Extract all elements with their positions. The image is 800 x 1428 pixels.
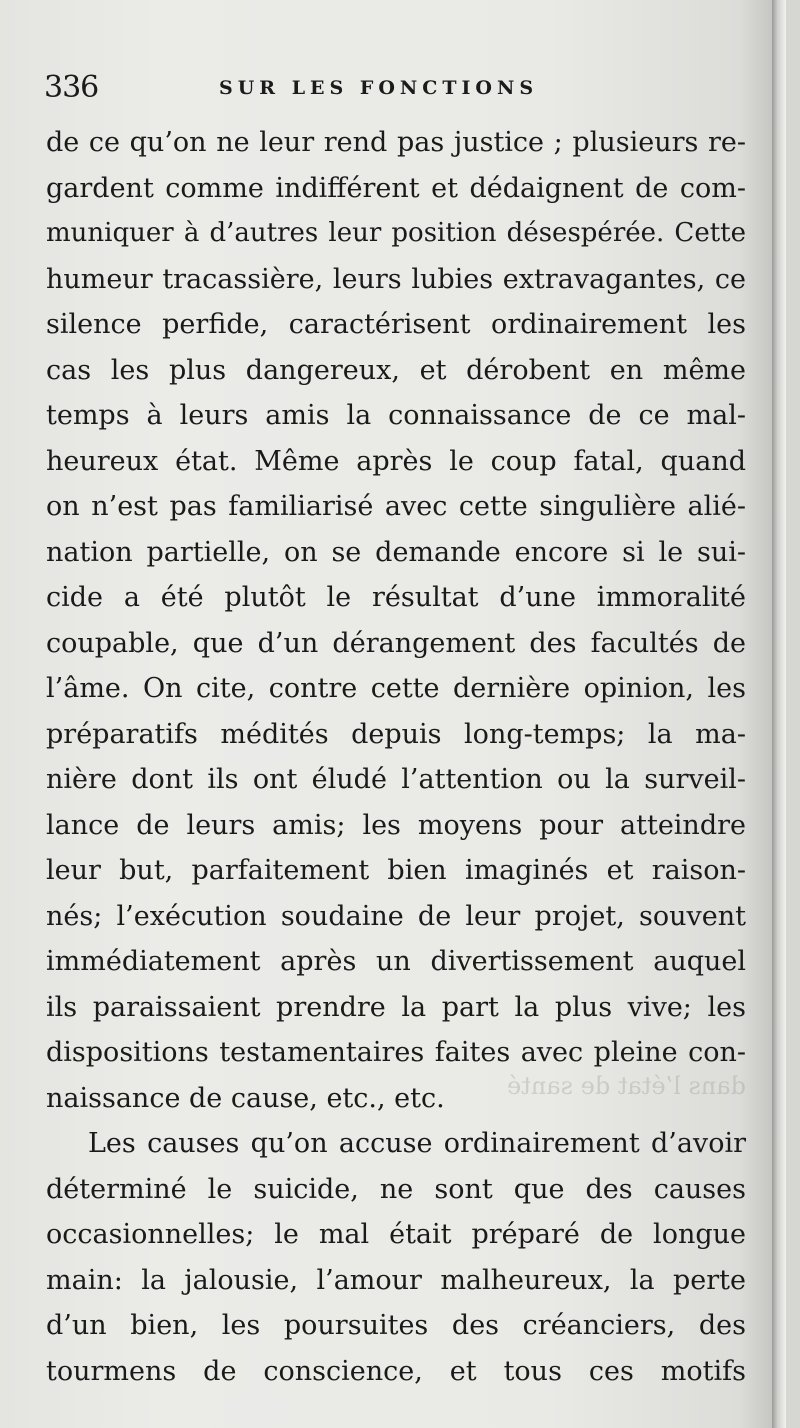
text-line: nation partielle, on se demande encore si le sui- (46, 536, 746, 568)
text-line: temps à leurs amis la connaissance de ce mal- (46, 400, 746, 431)
text-line: occasionnelles; le mal était préparé de longue (46, 1219, 746, 1250)
text-line: silence perfide, caractérisent ordinairement les (46, 309, 746, 340)
text-line: de ce qu’on ne leur rend pas justice ; plusieurs re- (46, 127, 746, 158)
body-text (46, 120, 746, 1394)
text-line: ils paraissaient prendre la part la plus vive; les (46, 991, 746, 1023)
text-line: heureux état. Même après le coup fatal, quand (46, 445, 746, 477)
text-line: immédiatement après un divertissement auquel (46, 946, 746, 977)
text-line: nière dont ils ont éludé l’attention ou la surveil- (46, 764, 746, 795)
text-line: cas les plus dangereux, et dérobent en même (46, 354, 746, 386)
text-line: lance de leurs amis; les moyens pour atteindre (46, 809, 746, 841)
text-line: d’un bien, les poursuites des créanciers, des (46, 1310, 746, 1341)
text-line: tourmens de conscience, et tous ces motifs (46, 1355, 746, 1387)
text-line: humeur tracassière, leurs lubies extravagantes, ce (46, 263, 746, 295)
text-line: on n’est pas familiarisé avec cette singulière alié- (46, 491, 746, 522)
page-edge-shadow (772, 0, 786, 1428)
text-line: préparatifs médités depuis long-temps; la ma- (46, 718, 746, 750)
page-number: 336 (44, 70, 99, 105)
running-head: SUR LES FONCTIONS (219, 77, 539, 99)
show-through-text: dans l’état de santé (507, 1072, 746, 1100)
text-line: cide a été plutôt le résultat d’une immoralité (46, 582, 746, 613)
text-line: l’âme. On cite, contre cette dernière opinion, les (46, 673, 746, 704)
text-line: dispositions testamentaires faites avec pleine con- (46, 1037, 746, 1068)
text-line: muniquer à d’autres leur position désespérée. Cette (46, 218, 746, 248)
text-line: main: la jalousie, l’amour malheureux, la perte (46, 1264, 746, 1296)
text-line: coupable, que d’un dérangement des facultés de (46, 627, 746, 659)
text-line: Les causes qu’on accuse ordinairement d’avoir (88, 1128, 746, 1159)
text-line: nés; l’exécution soudaine de leur projet, souvent (46, 900, 746, 932)
text-line: naissance de cause, etc., etc. (46, 1082, 445, 1114)
text-line: gardent comme indifférent et dédaignent de com- (46, 172, 746, 204)
page-header (44, 66, 744, 110)
text-line: leur but, parfaitement bien imaginés et raison- (46, 855, 746, 886)
text-line: déterminé le suicide, ne sont que des causes (46, 1173, 746, 1205)
